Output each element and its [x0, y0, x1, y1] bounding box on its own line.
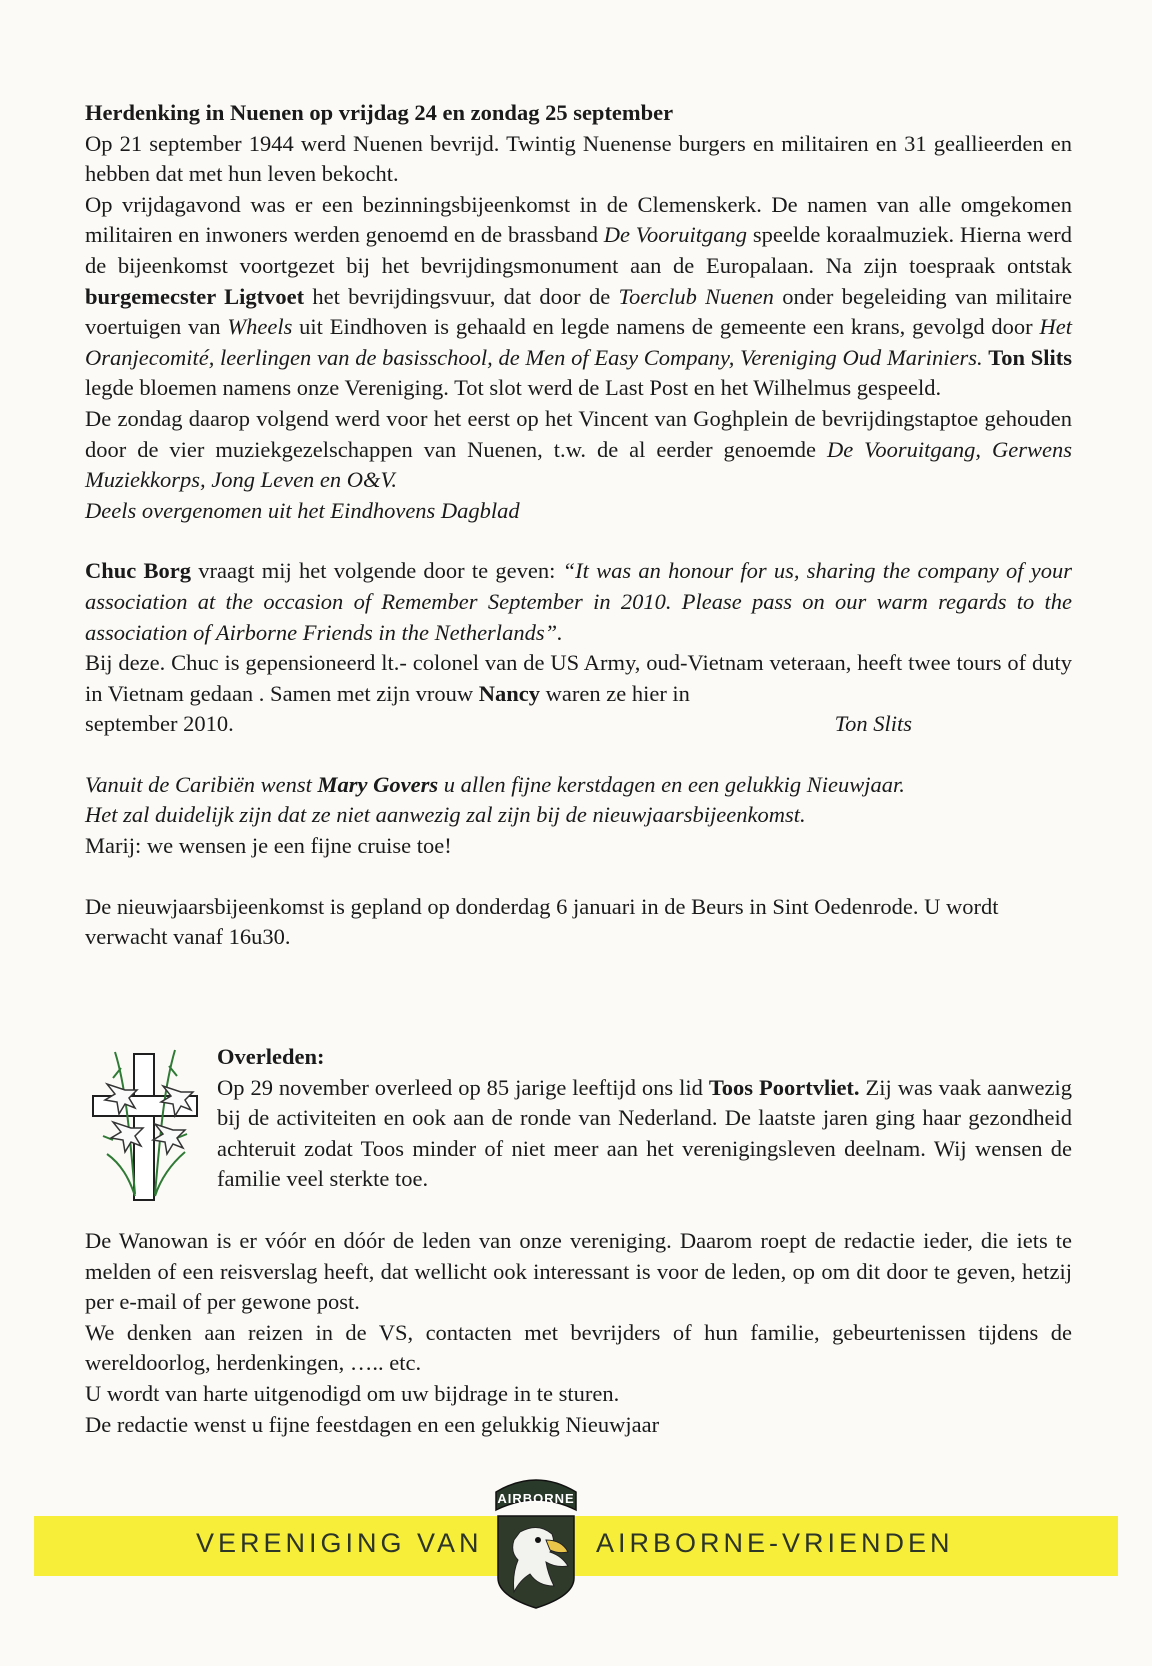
greeting-line: Marij: we wensen je een fijne cruise toe!: [85, 833, 452, 859]
article-paragraph: Op vrijdagavond was er een bezinningsbijeenkomst in de Clemenskerk. De namen van alle omgekomen militairen en inwoners werden genoemd en de brassband De Vooruitgang speelde koraalmuziek. Hierna werd de bijeenkomst voortgezet bij het bevrijdingsmonument aan de Europalaan. Na zijn toespraak ontstak burgemecster Ligtvoet het bevrijdingsvuur, dat door de Toerclub Nuenen onder begeleiding van militaire voertuigen van Wheels uit Eindhoven is gehaald en legde namens de gemeente een krans, gevolgd door Het Oranjecomité, leerlingen van de basisschool, de Men of Easy Company, Vereniging Oud Mariniers. Ton Slits legde bloemen namens onze Vereniging. Tot slot werd de Last Post en het Wilhelmus gespeeld.: [85, 191, 1072, 401]
closing-paragraph: De redactie wenst u fijne feestdagen en een gelukkig Nieuwjaar: [85, 1411, 660, 1437]
obituary-text: [217, 1042, 1072, 1195]
event-announcement: De nieuwjaarsbijeenkomst is gepland op donderdag 6 januari in de Beurs in Sint Oedenrode. U wordt verwacht vanaf 16u30.: [85, 893, 999, 950]
signature-row: september 2010. Ton Slits: [85, 709, 1072, 740]
article-heading-herdenking: Herdenking in Nuenen op vrijdag 24 en zondag 25 september: [85, 100, 674, 125]
article-source: Deels overgenomen uit het Eindhovens Dagblad: [85, 497, 520, 523]
footer-banner: [0, 1460, 1152, 1666]
greeting-line: Het zal duidelijk zijn dat ze niet aanwezig zal zijn bij de nieuwjaarsbijeenkomst.: [85, 802, 806, 828]
article-paragraph: Op 21 september 1944 werd Nuenen bevrijd. Twintig Nuenense burgers en militairen en 31 geallieerden en hebben dat met hun leven bekocht.: [85, 130, 1072, 187]
closing-paragraph: U wordt van harte uitgenodigd om uw bijdrage in te sturen.: [85, 1380, 620, 1406]
closing-paragraph: We denken aan reizen in de VS, contacten met bevrijders of hun familie, gebeurtenissen tijdens de wereldoorlog, herdenkingen, ….. etc.: [85, 1319, 1072, 1376]
obituary-paragraph: Op 29 november overleed op 85 jarige leeftijd ons lid Toos Poortvliet. Zij was vaak aanwezig bij de activiteiten en ook aan de ronde van Nederland. De laatste jaren ging haar gezondheid achteruit zodat Toos minder of niet meer aan het verenigingsleven deelnam. Wij wensen de familie veel sterkte toe.: [217, 1074, 1072, 1192]
signature: Ton Slits: [834, 711, 912, 737]
article-paragraph: De zondag daarop volgend werd voor het eerst op het Vincent van Goghplein de bevrijdingstaptoe gehouden door de vier muziekgezelschappen van Nuenen, t.w. de al eerder genoemde De Vooruitgang, Gerwens Muziekkorps, Jong Leven en O&V.: [85, 405, 1072, 493]
article-paragraph: Bij deze. Chuc is gepensioneerd lt.- colonel van de US Army, oud-Vietnam veteraan, heeft twee tours of duty in Vietnam gedaan . Samen met zijn vrouw Nancy waren ze hier in: [85, 650, 1072, 706]
footer-text-right: AIRBORNE-VRIENDEN: [596, 1528, 954, 1558]
obituary-heading: Overleden:: [217, 1044, 325, 1069]
footer-text-left: VERENIGING VAN: [196, 1528, 483, 1558]
badge-text: AIRBORNE: [497, 1491, 575, 1506]
closing-paragraph: De Wanowan is er vóór en dóór de leden van onze vereniging. Daarom roept de redactie ieder, die iets te melden of een reisverslag heeft, dat wellicht ook interessant is voor de leden, op om dit door te geven, hetzij per e-mail of per gewone post.: [85, 1228, 1072, 1315]
main-column: [85, 98, 1072, 953]
lily-cross-icon: [85, 1044, 205, 1202]
greeting-line: Vanuit de Caribiën wenst Mary Govers u allen fijne kerstdagen en een gelukkig Nieuwjaar.: [85, 771, 905, 797]
article-paragraph-chuc-borg: Chuc Borg vraagt mij het volgende door te geven: “It was an honour for us, sharing the company of your association at the occasion of Remember September in 2010. Please pass on our warm regards to the association of Airborne Friends in the Netherlands”.: [85, 558, 1072, 645]
closing-column: [85, 1226, 1072, 1440]
obituary-section: [85, 1042, 1072, 1202]
screaming-eagle-icon: [490, 1470, 582, 1610]
